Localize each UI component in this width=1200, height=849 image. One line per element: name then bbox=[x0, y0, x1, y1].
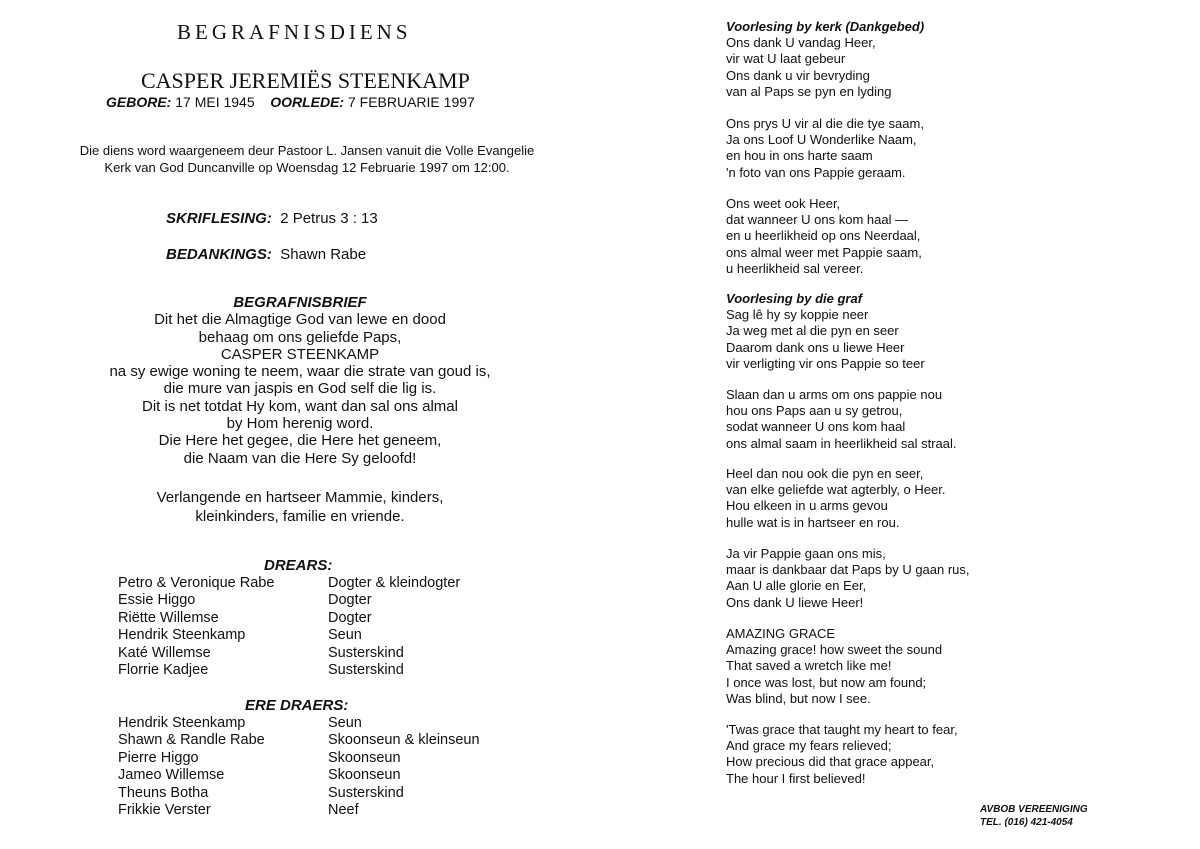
verse-line: dat wanneer U ons kom haal — bbox=[726, 212, 909, 228]
grave-reading-stanza-1 bbox=[726, 291, 925, 372]
document-title: BEGRAFNISDIENS bbox=[177, 20, 412, 44]
honorary-name: Hendrik Steenkamp bbox=[118, 715, 246, 731]
verse-line: Ons dank U liewe Heer! bbox=[726, 594, 864, 610]
hymn-stanza-2 bbox=[726, 722, 958, 787]
pallbearer-name: Essie Higgo bbox=[118, 592, 196, 609]
pallbearer-relation: Dogter bbox=[328, 609, 372, 626]
verse-line: 'Twas grace that taught my heart to fear, bbox=[726, 722, 958, 737]
verse-line: Hou elkeen in u arms gevou bbox=[726, 498, 888, 514]
honorary-name: Pierre Higgo bbox=[118, 749, 199, 766]
honorary-relation: Susterskind bbox=[328, 784, 404, 801]
born-date: 17 MEI 1945 bbox=[175, 94, 255, 110]
pallbearers-heading: DREARS: bbox=[264, 557, 333, 574]
pallbearer-row bbox=[118, 627, 460, 644]
hymn-title: AMAZING GRACE bbox=[726, 626, 836, 641]
right-page bbox=[600, 0, 1200, 849]
thanks-line bbox=[166, 246, 366, 263]
letter-line: die Naam van die Here Sy geloofd! bbox=[183, 449, 417, 467]
verse-line: Sag lê hy sy koppie neer bbox=[726, 307, 869, 323]
verse-line: Heel dan nou ook die pyn en seer, bbox=[726, 466, 924, 481]
pallbearer-relation: Susterskind bbox=[328, 644, 404, 661]
died-date: 7 FEBRUARIE 1997 bbox=[347, 94, 475, 110]
service-info bbox=[52, 142, 562, 176]
service-line-2: Kerk van God Duncanville op Woensdag 12 Februarie 1997 om 12:00. bbox=[104, 160, 510, 175]
verse-line: And grace my fears relieved; bbox=[726, 738, 892, 754]
letter-line: Dit is net totdat Hy kom, want dan sal ons almal bbox=[142, 397, 458, 415]
honorary-row bbox=[118, 750, 480, 767]
honorary-row bbox=[118, 802, 480, 819]
scripture-label: SKRIFLESING: bbox=[166, 210, 272, 227]
pallbearer-row bbox=[118, 662, 460, 679]
honorary-relation: Skoonseun bbox=[328, 767, 401, 784]
funeral-home-name: AVBOB VEREENIGING bbox=[980, 804, 1088, 815]
pallbearer-name: Florrie Kadjee bbox=[118, 662, 209, 679]
funeral-letter bbox=[50, 294, 550, 467]
verse-line: Ons dank U vandag Heer, bbox=[726, 35, 876, 51]
verse-line: ons almal weer met Pappie saam, bbox=[726, 244, 922, 260]
letter-line: Die Here het gegee, die Here het geneem, bbox=[158, 432, 442, 450]
verse-line: Ons prys U vir al die die tye saam, bbox=[726, 116, 924, 131]
verse-line: hulle wat is in hartseer en rou. bbox=[726, 514, 900, 530]
verse-line: vir verligting vir ons Pappie so teer bbox=[726, 355, 925, 371]
pallbearer-row bbox=[118, 575, 460, 592]
hymn-stanza-1 bbox=[726, 626, 942, 707]
verse-line: maar is dankbaar dat Paps by U gaan rus, bbox=[726, 562, 970, 578]
closing-line: kleinkinders, familie en vriende. bbox=[195, 508, 405, 525]
honorary-row bbox=[118, 732, 480, 749]
letter-line: behaag om ons geliefde Paps, bbox=[198, 328, 402, 346]
verse-line: I once was lost, but now am found; bbox=[726, 674, 927, 690]
pallbearer-relation: Susterskind bbox=[328, 662, 404, 679]
verse-line: Ons dank u vir bevryding bbox=[726, 67, 870, 83]
honorary-row bbox=[118, 785, 480, 802]
funeral-letter-heading: BEGRAFNISBRIEF bbox=[233, 294, 367, 311]
pallbearer-name: Riëtte Willemse bbox=[118, 609, 219, 626]
funeral-home-footer bbox=[980, 803, 1088, 829]
grave-reading-stanza-2 bbox=[726, 387, 957, 452]
died-label: OORLEDE: bbox=[270, 94, 345, 110]
verse-line: ons almal saam in heerlikheid sal straal. bbox=[726, 435, 957, 451]
pallbearer-name: Hendrik Steenkamp bbox=[118, 627, 246, 644]
verse-line: How precious did that grace appear, bbox=[726, 754, 935, 770]
honorary-row bbox=[118, 767, 480, 784]
honorary-name: Frikkie Verster bbox=[118, 802, 211, 819]
pallbearer-row bbox=[118, 592, 460, 609]
letter-line: by Hom herenig word. bbox=[226, 415, 374, 433]
church-reading-stanza-3 bbox=[726, 196, 922, 277]
pallbearer-row bbox=[118, 610, 460, 627]
honorary-name: Jameo Willemse bbox=[118, 767, 225, 784]
verse-line: Slaan dan u arms om ons pappie nou bbox=[726, 387, 943, 402]
verse-line: u heerlikheid sal vereer. bbox=[726, 260, 864, 276]
born-label: GEBORE: bbox=[106, 94, 172, 110]
pallbearer-name: Katé Willemse bbox=[118, 644, 211, 661]
verse-line: vir wat U laat gebeur bbox=[726, 51, 846, 67]
letter-closing bbox=[50, 488, 550, 526]
verse-line: hou ons Paps aan u sy getrou, bbox=[726, 403, 903, 419]
honorary-relation: Skoonseun bbox=[328, 749, 401, 766]
honorary-name: Theuns Botha bbox=[118, 784, 209, 801]
pallbearer-row bbox=[118, 645, 460, 662]
verse-line: That saved a wretch like me! bbox=[726, 658, 892, 674]
grave-reading-heading: Voorlesing by die graf bbox=[726, 291, 863, 306]
honorary-pallbearers-heading: ERE DRAERS: bbox=[245, 697, 349, 714]
letter-line: die mure van jaspis en God self die lig is. bbox=[163, 380, 437, 398]
verse-line: Daarom dank ons u liewe Heer bbox=[726, 339, 905, 355]
verse-line: Aan U alle glorie en Eer, bbox=[726, 578, 867, 594]
pallbearer-relation: Seun bbox=[328, 627, 362, 644]
verse-line: Ja ons Loof U Wonderlike Naam, bbox=[726, 132, 917, 148]
grave-reading-stanza-4 bbox=[726, 546, 970, 611]
verse-line: en u heerlikheid op ons Neerdaal, bbox=[726, 228, 921, 244]
church-reading-stanza-2 bbox=[726, 116, 924, 181]
verse-line: Ons weet ook Heer, bbox=[726, 196, 841, 211]
verse-line: sodat wanneer U ons kom haal bbox=[726, 419, 906, 435]
honorary-relation: Skoonseun & kleinseun bbox=[328, 732, 480, 749]
service-line-1: Die diens word waargeneem deur Pastoor L. Jansen vanuit die Volle Evangelie bbox=[79, 143, 535, 158]
letter-line: na sy ewige woning te neem, waar die strate van goud is, bbox=[109, 363, 491, 381]
verse-line: 'n foto van ons Pappie geraam. bbox=[726, 164, 906, 180]
deceased-name: CASPER JEREMIËS STEENKAMP bbox=[141, 68, 470, 93]
verse-line: The hour I first believed! bbox=[726, 770, 866, 786]
scripture-value: 2 Petrus 3 : 13 bbox=[280, 210, 378, 227]
honorary-row bbox=[118, 715, 480, 732]
verse-line: Ja weg met al die pyn en seer bbox=[726, 323, 899, 339]
grave-reading-stanza-3 bbox=[726, 466, 945, 531]
life-dates bbox=[106, 94, 475, 110]
honorary-name: Shawn & Randle Rabe bbox=[118, 732, 265, 749]
church-reading-stanza-1 bbox=[726, 19, 924, 100]
scripture-reading bbox=[166, 210, 378, 227]
verse-line: van al Paps se pyn en lyding bbox=[726, 83, 892, 99]
letter-line: Dit het die Almagtige God van lewe en dood bbox=[154, 311, 446, 329]
pallbearer-relation: Dogter & kleindogter bbox=[328, 575, 461, 591]
honorary-relation: Neef bbox=[328, 802, 359, 819]
verse-line: van elke geliefde wat agterbly, o Heer. bbox=[726, 482, 946, 498]
verse-line: Amazing grace! how sweet the sound bbox=[726, 642, 943, 658]
verse-line: Ja vir Pappie gaan ons mis, bbox=[726, 546, 886, 561]
letter-line: CASPER STEENKAMP bbox=[220, 345, 380, 363]
thanks-label: BEDANKINGS: bbox=[166, 246, 272, 263]
church-reading-heading: Voorlesing by kerk (Dankgebed) bbox=[726, 19, 925, 34]
honorary-relation: Seun bbox=[328, 715, 362, 731]
honorary-pallbearers-list bbox=[118, 715, 480, 819]
funeral-home-phone: TEL. (016) 421-4054 bbox=[980, 817, 1073, 828]
verse-line: en hou in ons harte saam bbox=[726, 148, 873, 164]
thanks-value: Shawn Rabe bbox=[280, 246, 367, 263]
pallbearers-list bbox=[118, 575, 460, 679]
pallbearer-name: Petro & Veronique Rabe bbox=[118, 575, 275, 591]
verse-line: Was blind, but now I see. bbox=[726, 690, 871, 706]
closing-line: Verlangende en hartseer Mammie, kinders, bbox=[156, 489, 444, 506]
pallbearer-relation: Dogter bbox=[328, 592, 372, 609]
